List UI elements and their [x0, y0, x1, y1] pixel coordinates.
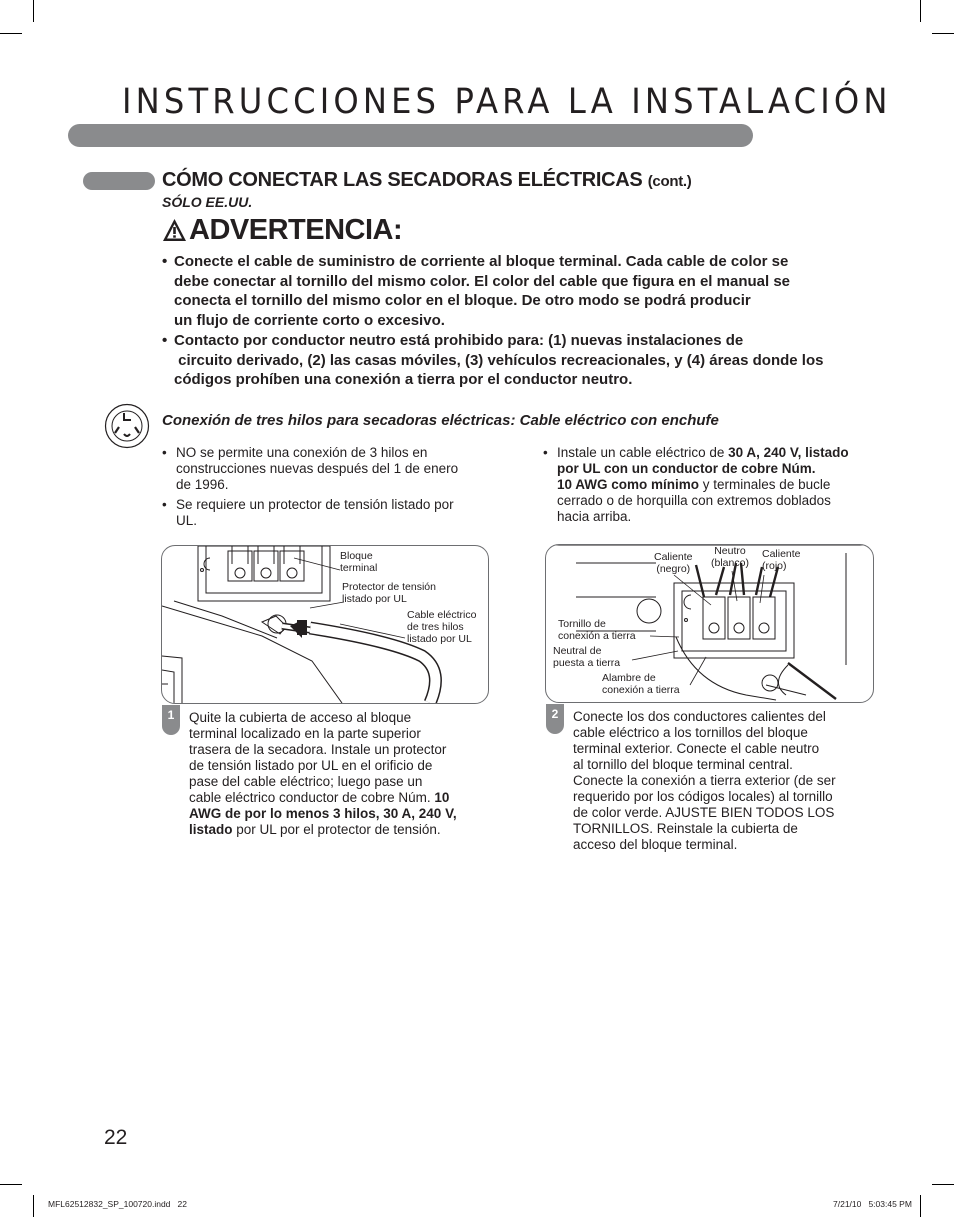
warning-line: Conecte el cable de suministro de corriente al bloque terminal. Cada cable de color se	[174, 253, 789, 270]
subsection-heading	[162, 412, 719, 429]
label-line: Tornillo de	[558, 618, 606, 630]
label-line: de tres hilos	[407, 621, 464, 633]
warning-line: debe conectar al tornillo del mismo color. El color del cable que figura en el manual se	[174, 272, 791, 290]
bullet-text-bold: 10 AWG como mínimo	[557, 477, 700, 492]
page-title: INSTRUCCIONES PARA LA INSTALACIÓN	[122, 82, 892, 122]
crop-mark	[920, 1195, 921, 1217]
warning-line: Contacto por conductor neutro está prohibido para: (1) nuevas instalaciones de	[174, 332, 744, 349]
list-item	[162, 445, 502, 493]
label-terminal-block	[340, 550, 377, 574]
warning-line: circuito derivado, (2) las casas móviles, (3) vehículos recreacionales, y (4) áreas donde los	[174, 351, 824, 369]
bullet-line: Se requiere un protector de tensión listado por	[176, 497, 454, 512]
label-line: (negro)	[656, 563, 691, 575]
warning-line: un flujo de corriente corto o excesivo.	[174, 311, 445, 329]
label-line: listado por UL	[407, 633, 472, 645]
warning-line: conecta el tornillo del mismo color en el bloque. De otro modo se podrá producir	[174, 292, 751, 309]
label-ground-wire	[602, 672, 680, 696]
three-prong-outlet-icon	[104, 403, 152, 456]
step-line: de tensión listado por UL en el orificio de	[189, 758, 433, 773]
bullet: •	[543, 445, 548, 460]
file-slug: MFL62512832_SP_100720.indd 22	[48, 1199, 187, 1209]
subsection-heading-text: Conexión de tres hilos para secadoras eléctricas	[162, 412, 511, 429]
warning-item	[162, 331, 874, 390]
step-line: requerido por los códigos locales) al tornillo	[573, 789, 833, 804]
step-line-bold: AWG de por lo menos 3 hilos, 30 A, 240 V,	[189, 806, 457, 821]
step-line: cable eléctrico a los tornillos del bloque	[573, 725, 808, 740]
title-divider-bar	[68, 124, 753, 147]
label-hot-black	[654, 551, 693, 575]
label-line: conexión a tierra	[602, 684, 680, 696]
subsection-heading-suffix: : Cable eléctrico con enchufe	[510, 412, 719, 429]
step-line: cable eléctrico conductor de cobre Núm.	[189, 790, 435, 805]
step-line: terminal exterior. Conecte el cable neutro	[573, 741, 820, 756]
label-line: (blanco)	[711, 557, 749, 569]
bullet: •	[162, 497, 167, 512]
bullet: •	[162, 332, 168, 349]
bullet-line: construcciones nuevas después del 1 de enero	[176, 461, 459, 476]
crop-mark	[0, 33, 22, 34]
crop-mark	[33, 0, 34, 22]
label-line: listado por UL	[342, 593, 407, 605]
bullet-text-bold: 30 A, 240 V, listado	[728, 445, 849, 460]
label-line: Alambre de	[602, 672, 656, 684]
label-line: (rojo)	[762, 560, 787, 572]
label-strain-relief	[342, 581, 436, 605]
figure-2-wire-connections	[545, 544, 874, 703]
step-line: pase del cable eléctrico; luego pase un	[189, 774, 423, 789]
warning-line: códigos prohíben una conexión a tierra por el conductor neutro.	[174, 371, 633, 388]
step-line: Conecte los dos conductores calientes del	[573, 709, 826, 724]
label-line: Bloque	[340, 550, 373, 562]
list-item	[543, 445, 893, 525]
section-title-text: CÓMO CONECTAR LAS SECADORAS ELÉCTRICAS	[162, 169, 643, 191]
warning-title	[162, 214, 402, 250]
bullet-line: UL.	[176, 513, 198, 528]
figure-1-terminal-block-strain-relief	[161, 545, 489, 704]
label-neutral-ground	[553, 645, 620, 669]
step-line: Quite la cubierta de acceso al bloque	[189, 710, 412, 725]
print-timestamp: 7/21/10 5:03:45 PM	[833, 1199, 912, 1209]
crop-mark	[932, 1184, 954, 1185]
crop-mark	[920, 0, 921, 22]
step-line: acceso del bloque terminal.	[573, 837, 738, 852]
step-line: TORNILLOS. Reinstale la cubierta de	[573, 821, 798, 836]
warning-item	[162, 252, 874, 330]
step-line: Conecte la conexión a tierra exterior (de ser	[573, 773, 836, 788]
label-line: Neutral de	[553, 645, 602, 657]
crop-mark	[932, 33, 954, 34]
page-number: 22	[104, 1126, 128, 1149]
label-three-wire-cord	[407, 609, 476, 645]
label-neutral-white	[711, 545, 749, 569]
usa-only-note: SÓLO EE.UU.	[162, 194, 253, 210]
step-1-text	[189, 710, 499, 838]
crop-mark	[33, 1195, 34, 1217]
step-line-bold: listado	[189, 822, 233, 837]
section-title-suffix: (cont.)	[647, 173, 692, 190]
bullet: •	[162, 253, 168, 270]
bullet-line: NO se permite una conexión de 3 hilos en	[176, 445, 428, 460]
label-line: conexión a tierra	[558, 630, 636, 642]
bullet-text: Instale un cable eléctrico de	[557, 445, 729, 460]
label-line: Cable eléctrico	[407, 609, 477, 621]
bullet-text-bold: por UL con un conductor de cobre Núm.	[557, 461, 816, 476]
label-line: Caliente	[654, 551, 693, 563]
warning-title-text: ADVERTENCIA:	[189, 214, 403, 246]
crop-mark	[0, 1184, 22, 1185]
step-2-badge: 2	[546, 704, 564, 734]
bullet-text: cerrado o de horquilla con extremos doblados	[557, 493, 831, 508]
label-line: puesta a tierra	[553, 657, 621, 669]
step-line: terminal localizado en la parte superior	[189, 726, 421, 741]
section-marker-bar	[83, 172, 155, 190]
bullet-line: de 1996.	[176, 477, 229, 492]
label-line: Neutro	[714, 545, 746, 557]
bullet-text: y terminales de bucle	[699, 477, 831, 492]
label-ground-screw	[558, 618, 636, 642]
step-2-text	[573, 709, 883, 853]
label-line: terminal	[340, 562, 378, 574]
step-line: al tornillo del bloque terminal central.	[573, 757, 793, 772]
label-line: Protector de tensión	[342, 581, 436, 593]
section-title	[162, 169, 691, 192]
step-line-bold: 10	[434, 790, 450, 805]
warning-triangle-icon	[162, 217, 187, 250]
label-line: Caliente	[762, 548, 801, 560]
bullet: •	[162, 445, 167, 460]
label-hot-red	[762, 548, 801, 572]
step-line: trasera de la secadora. Instale un protector	[189, 742, 447, 757]
step-line: por UL por el protector de tensión.	[232, 822, 441, 837]
step-line: de color verde. AJUSTE BIEN TODOS LOS	[573, 805, 835, 820]
step-1-badge: 1	[162, 705, 180, 735]
bullet-text: hacia arriba.	[557, 509, 632, 524]
list-item	[162, 497, 502, 529]
